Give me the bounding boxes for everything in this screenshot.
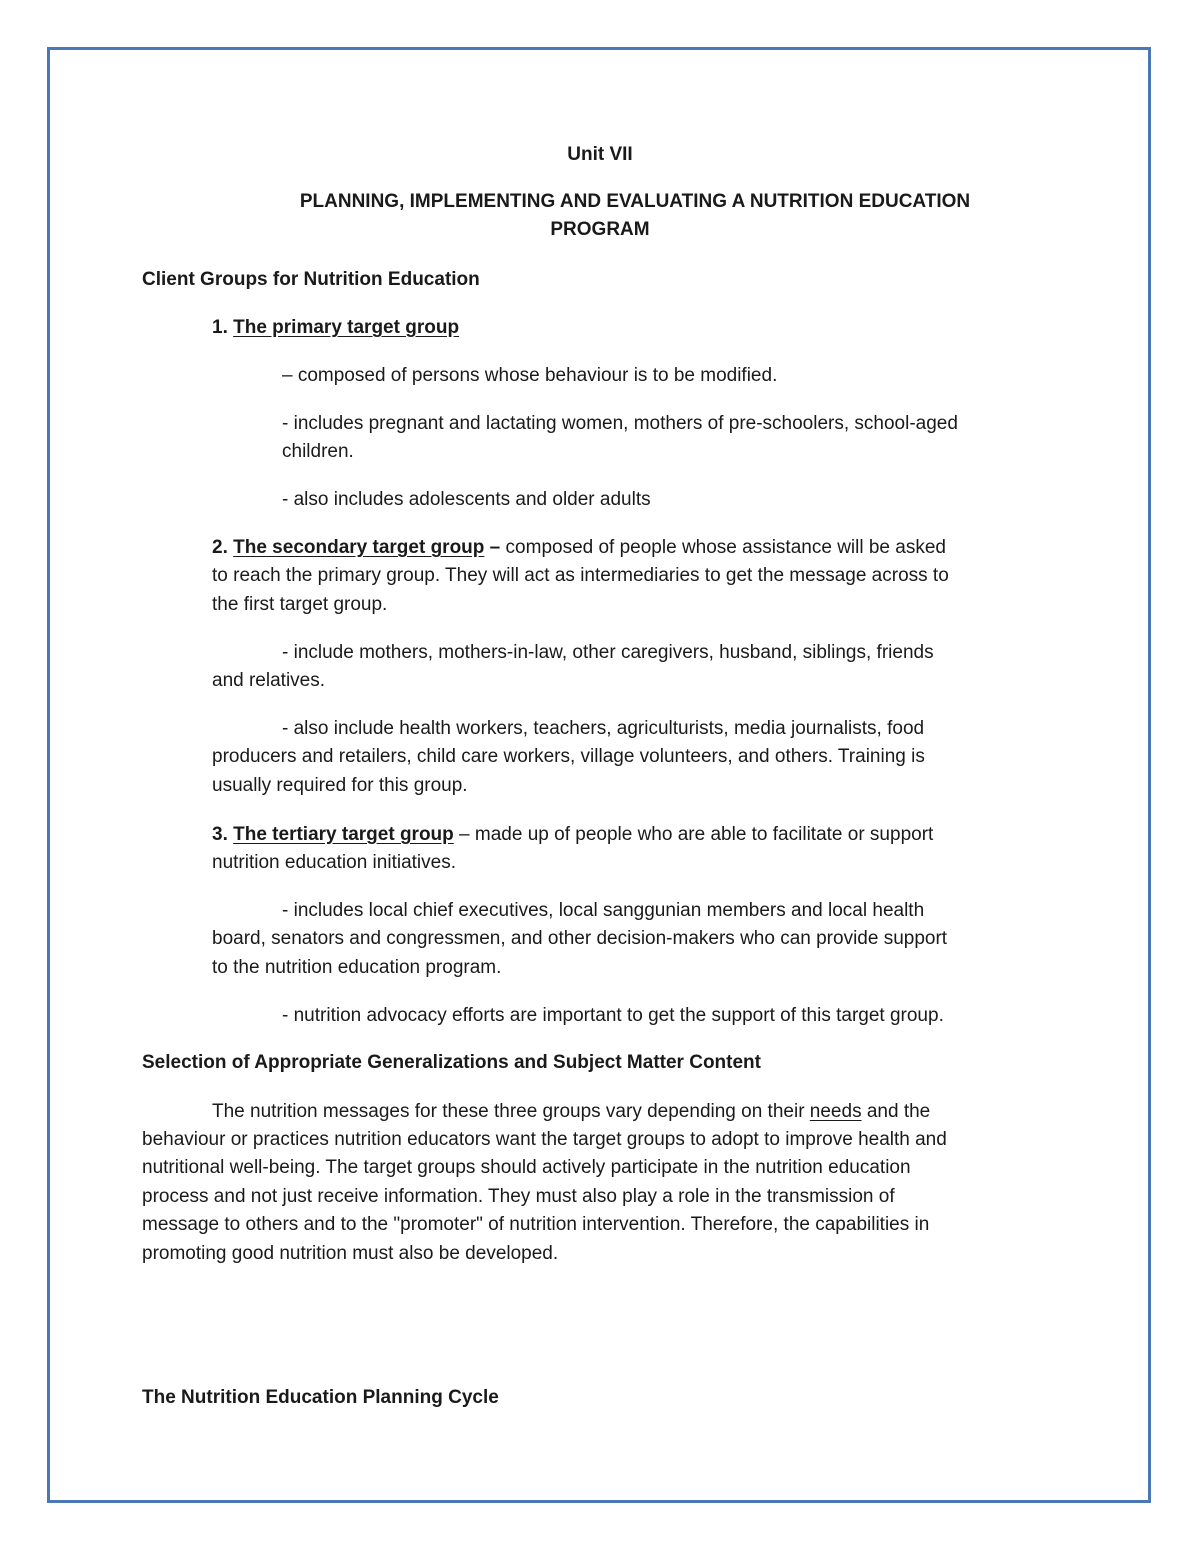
main-title-line1: PLANNING, IMPLEMENTING AND EVALUATING A NUTRITION EDUCATION — [299, 191, 971, 212]
selection-para-line5: message to others and to the "promoter" of nutrition intervention. Therefore, the capabilities in — [142, 1214, 930, 1235]
primary-number: 1. — [212, 317, 234, 338]
section-heading-planning-cycle: The Nutrition Education Planning Cycle — [142, 1387, 499, 1408]
secondary-point2-line1: - also include health workers, teachers, agriculturists, media journalists, food — [282, 718, 925, 739]
selection-para-line2: behaviour or practices nutrition educators want the target groups to adopt to improve health and — [142, 1129, 947, 1150]
main-title-line2: PROGRAM — [550, 219, 650, 240]
tertiary-number: 3. — [212, 824, 234, 845]
secondary-desc-line1: composed of people whose assistance will be asked — [500, 537, 946, 558]
primary-group-heading — [212, 313, 459, 342]
secondary-point2-line3: usually required for this group. — [212, 775, 468, 796]
unit-title: Unit VII — [567, 144, 633, 165]
primary-point-2-line2: children. — [282, 441, 354, 462]
tertiary-group-heading — [212, 820, 933, 849]
primary-group-title: The primary target group — [233, 317, 460, 338]
tertiary-desc-line2: nutrition education initiatives. — [212, 852, 456, 873]
selection-para-line1-before: The nutrition messages for these three groups vary depending on their — [212, 1101, 810, 1122]
primary-point-1: – composed of persons whose behaviour is to be modified. — [282, 365, 778, 386]
tertiary-point1-line2: board, senators and congressmen, and other decision-makers who can provide support — [212, 928, 948, 949]
secondary-group-heading — [212, 533, 946, 562]
section-heading-selection: Selection of Appropriate Generalizations and Subject Matter Content — [142, 1052, 761, 1073]
primary-point-3: - also includes adolescents and older adults — [282, 489, 651, 510]
secondary-group-title: The secondary target group — [233, 537, 485, 558]
secondary-desc-line3: the first target group. — [212, 594, 388, 615]
tertiary-point1-line3: to the nutrition education program. — [212, 957, 502, 978]
section-heading-client-groups: Client Groups for Nutrition Education — [142, 269, 480, 290]
selection-para-line1 — [212, 1097, 930, 1126]
selection-para-line4: process and not just receive information. They must also play a role in the transmission of — [142, 1186, 895, 1207]
secondary-dash: – — [484, 537, 501, 558]
secondary-point2-line2: producers and retailers, child care workers, village volunteers, and others. Training is — [212, 746, 925, 767]
secondary-desc-line2: to reach the primary group. They will act as intermediaries to get the message across to — [212, 565, 949, 586]
selection-para-line6: promoting good nutrition must also be developed. — [142, 1243, 559, 1264]
tertiary-point1-line1: - includes local chief executives, local sanggunian members and local health — [282, 900, 925, 921]
secondary-number: 2. — [212, 537, 234, 558]
needs-link[interactable]: needs — [809, 1101, 862, 1122]
secondary-point1-line1: - include mothers, mothers-in-law, other caregivers, husband, siblings, friends — [282, 642, 934, 663]
primary-point-2-line1: - includes pregnant and lactating women, mothers of pre-schoolers, school-aged — [282, 413, 958, 434]
tertiary-group-title: The tertiary target group — [233, 824, 454, 845]
selection-para-line1-after: and the — [861, 1101, 931, 1122]
tertiary-point2: - nutrition advocacy efforts are important to get the support of this target group. — [282, 1005, 944, 1026]
selection-para-line3: nutritional well-being. The target groups should actively participate in the nutrition education — [142, 1157, 911, 1178]
tertiary-desc-line1: – made up of people who are able to facilitate or support — [453, 824, 934, 845]
secondary-point1-line2: and relatives. — [212, 670, 326, 691]
